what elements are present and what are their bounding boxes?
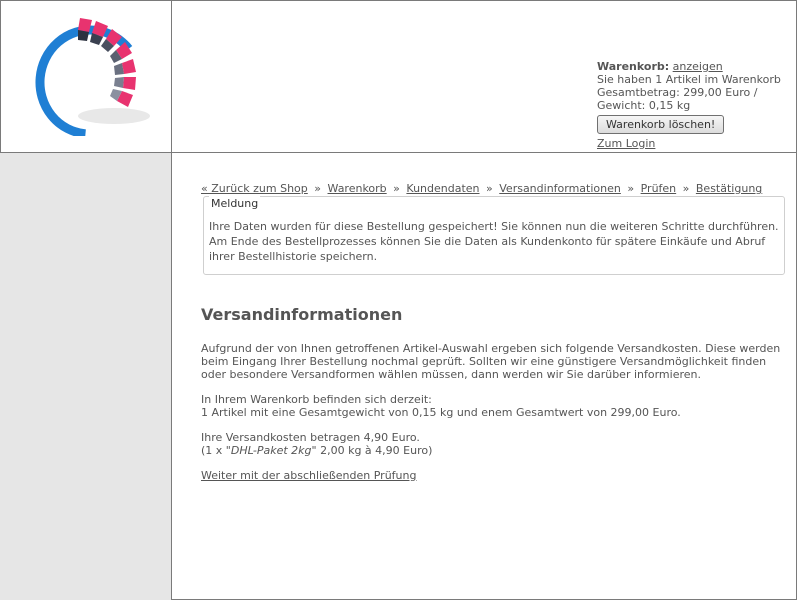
message-box bbox=[203, 196, 785, 275]
cart-contents-line2: 1 Artikel mit eine Gesamtgewicht von 0,15 kg und enem Gesamtwert von 299,00 Euro. bbox=[201, 406, 681, 419]
breadcrumb-separator: » bbox=[682, 182, 690, 195]
message-legend: Meldung bbox=[211, 197, 259, 210]
logo-icon[interactable] bbox=[22, 14, 162, 136]
sidebar bbox=[0, 153, 172, 600]
cart-items-text: Sie haben 1 Artikel im Warenkorb bbox=[597, 73, 781, 86]
shipping-cost-text: Ihre Versandkosten betragen 4,90 Euro. bbox=[201, 431, 420, 444]
main-content bbox=[201, 182, 786, 482]
breadcrumb-check[interactable]: Prüfen bbox=[640, 182, 677, 195]
breadcrumb bbox=[201, 182, 786, 196]
shipping-product-name: DHL-Paket 2kg bbox=[230, 444, 312, 457]
message-text: Ihre Daten wurden für diese Bestellung gespeichert! Sie können nun die weiteren Schritte durchführen. Am Ende des Bestellprozesses können Sie die Daten als Kundenkonto für spätere Einkäufe und Abruf ihrer Bestellhistorie speichern. bbox=[209, 220, 779, 263]
clear-cart-button[interactable]: Warenkorb löschen! bbox=[597, 115, 724, 134]
breadcrumb-cart[interactable]: Warenkorb bbox=[327, 182, 387, 195]
page-title: Versandinformationen bbox=[201, 305, 403, 324]
shipping-cost-block bbox=[201, 431, 786, 457]
logo-area bbox=[0, 0, 172, 153]
shipping-intro-text: Aufgrund der von Ihnen getroffenen Artikel-Auswahl ergeben sich folgende Versandkosten. Diese werden beim Eingang Ihrer Bestellung nochmal geprüft. Sollten wir eine günstigere Versandmöglichkeit finden oder besondere Versandformen wählen müssen, dann werden wir Sie darüber informieren. bbox=[201, 342, 781, 381]
breadcrumb-shipping-info[interactable]: Versandinformationen bbox=[499, 182, 621, 195]
breadcrumb-separator: » bbox=[486, 182, 493, 195]
breadcrumb-separator: » bbox=[393, 182, 400, 195]
shipping-detail-suffix: " 2,00 kg à 4,90 Euro) bbox=[311, 444, 433, 457]
cart-weight-text: Gewicht: 0,15 kg bbox=[597, 99, 691, 112]
cart-contents-line1: In Ihrem Warenkorb befinden sich derzeit: bbox=[201, 393, 432, 406]
breadcrumb-separator: » bbox=[627, 182, 635, 195]
login-link[interactable]: Zum Login bbox=[597, 137, 656, 150]
breadcrumb-confirmation[interactable]: Bestätigung bbox=[695, 182, 763, 195]
cart-total-text: Gesamtbetrag: 299,00 Euro / bbox=[597, 86, 758, 99]
shipping-detail-prefix: (1 x " bbox=[201, 444, 231, 457]
breadcrumb-separator: » bbox=[314, 182, 322, 195]
cart-title: Warenkorb: bbox=[597, 60, 670, 73]
cart-summary-box bbox=[597, 60, 792, 150]
breadcrumb-back-to-shop[interactable]: « Zurück zum Shop bbox=[201, 182, 308, 195]
breadcrumb-customer-data[interactable]: Kundendaten bbox=[406, 182, 480, 195]
continue-to-review-link[interactable]: Weiter mit der abschließenden Prüfung bbox=[201, 469, 417, 482]
cart-show-link[interactable]: anzeigen bbox=[672, 60, 723, 73]
cart-contents-summary bbox=[201, 393, 786, 419]
